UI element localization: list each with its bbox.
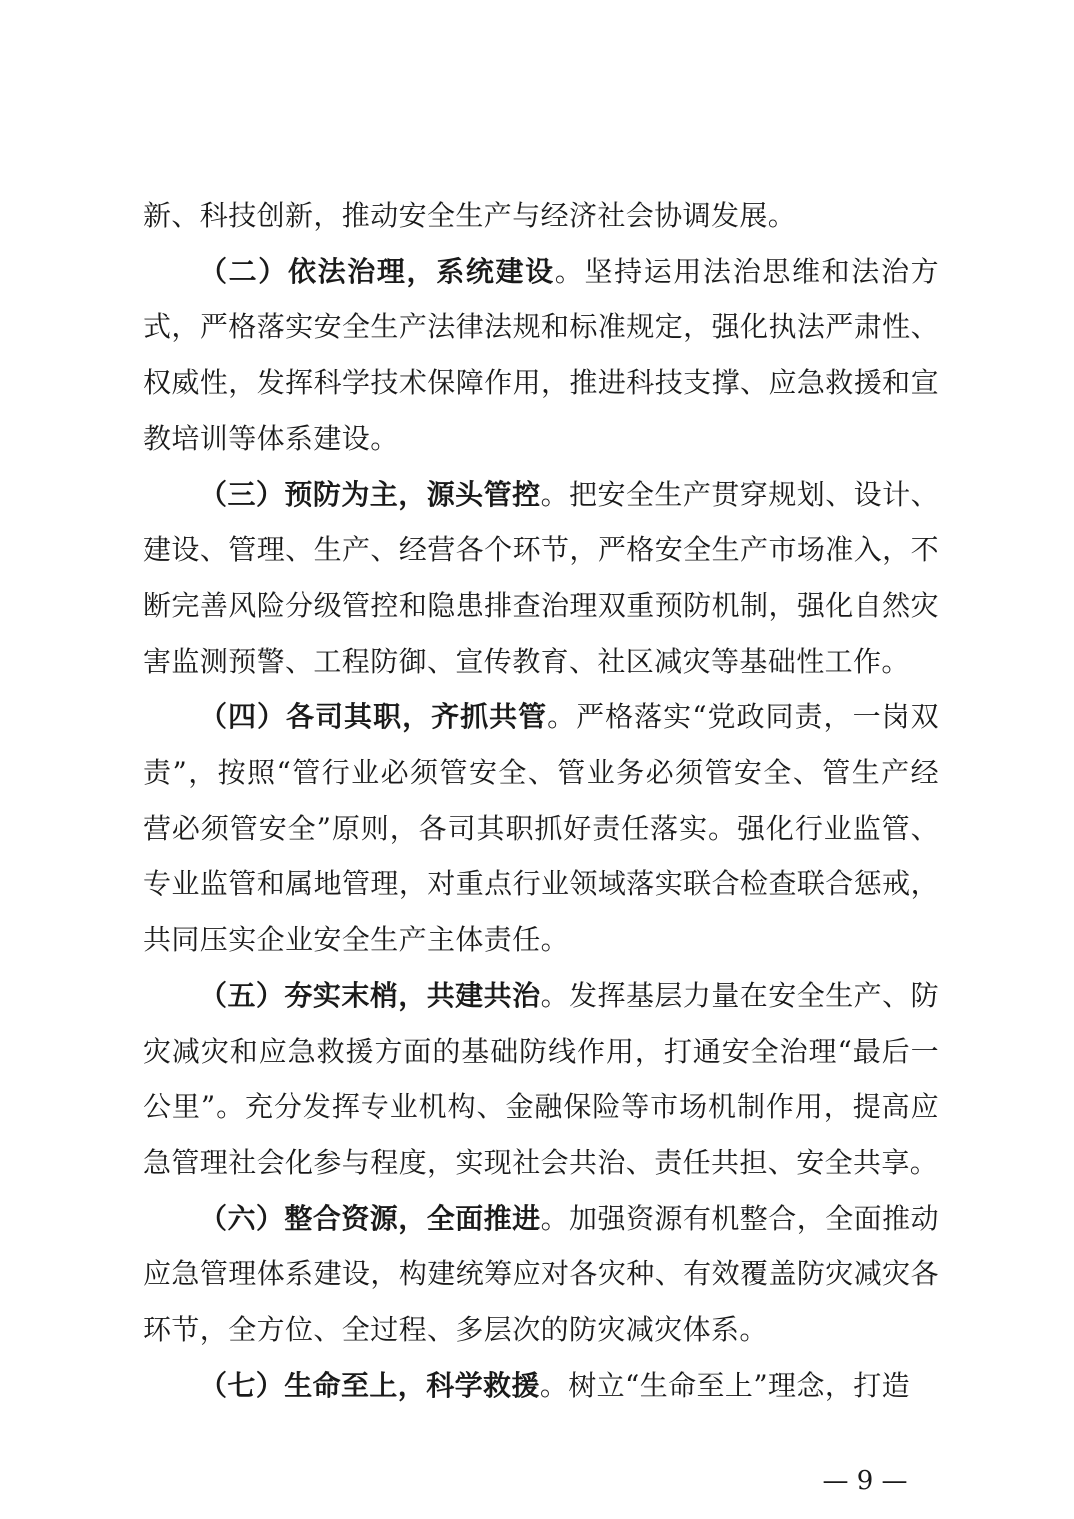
section-text-3: 。把安全生产贯穿规划、设计、建设、管理、生产、经营各个环节，严格安全生产市场准入，不断完善风险分级管控和隐患排查治理双重预防机制，强化自然灾害监测预警、工程防御、宣传教育、社区减灾等基础性工作。 [143, 477, 939, 678]
section-heading-6: （六）整合资源，全面推进 [199, 1201, 541, 1235]
section-text-4: 。严格落实“党政同责，一岗双责”，按照“管行业必须管安全、管业务必须管安全、管生产经营必须管安全”原则，各司其职抓好责任落实。强化行业监管、专业监管和属地管理，对重点行业领域落实联合检查联合惩戒，共同压实企业安全生产主体责任。 [143, 700, 939, 957]
document-body [143, 188, 939, 1413]
section-text-6: 。加强资源有机整合，全面推动应急管理体系建设，构建统筹应对各灾种、有效覆盖防灾减灾各环节，全方位、全过程、多层次的防灾减灾体系。 [143, 1201, 939, 1347]
section-paragraph-3 [143, 467, 939, 690]
section-text-7: 。树立“生命至上”理念，打造 [539, 1368, 911, 1402]
continuation-paragraph: 新、科技创新，推动安全生产与经济社会协调发展。 [143, 199, 797, 232]
section-heading-5: （五）夯实末梢，共建共治 [199, 978, 541, 1012]
section-paragraph-2 [143, 244, 939, 467]
section-heading-4: （四）各司其职，齐抓共管 [199, 700, 548, 734]
section-paragraph-5 [143, 968, 939, 1191]
section-paragraph-7 [143, 1358, 939, 1414]
section-text-2: 。坚持运用法治思维和法治方式，严格落实安全生产法律法规和标准规定，强化执法严肃性、权威性，发挥科学技术保障作用，推进科技支撑、应急救援和宣教培训等体系建设。 [143, 254, 939, 455]
section-heading-3: （三）预防为主，源头管控 [199, 477, 541, 511]
section-paragraph-6 [143, 1191, 939, 1358]
section-text-5: 。发挥基层力量在安全生产、防灾减灾和应急救援方面的基础防线作用，打通安全治理“最后一公里”。充分发挥专业机构、金融保险等市场机制作用，提高应急管理社会化参与程度，实现社会共治、责任共担、安全共享。 [143, 978, 939, 1179]
section-heading-2: （二）依法治理，系统建设 [199, 254, 555, 288]
section-paragraph-4 [143, 689, 939, 968]
section-heading-7: （七）生命至上，科学救援 [199, 1368, 540, 1402]
page-number: — 9 — [822, 1466, 908, 1496]
